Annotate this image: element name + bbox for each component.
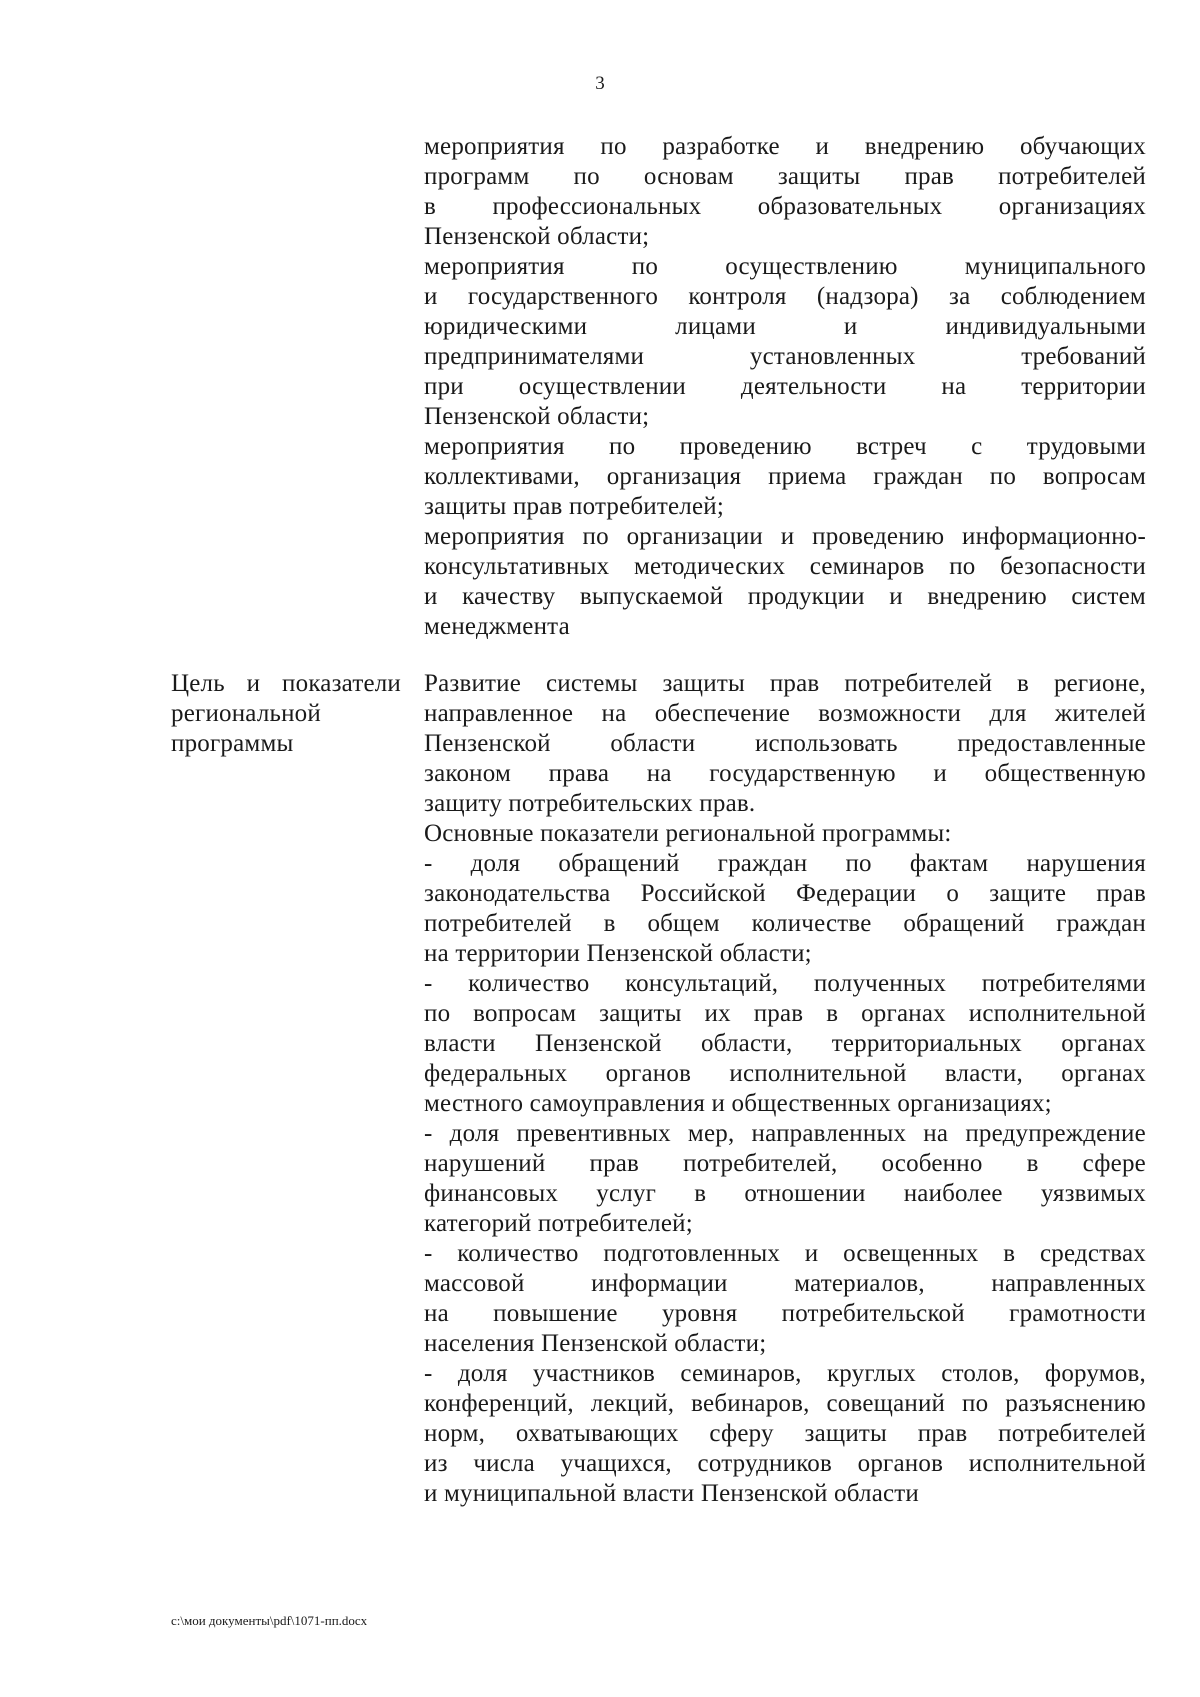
text-line: Пензенской области; xyxy=(424,403,650,430)
text-line: местного самоуправления и общественных организациях; xyxy=(424,1090,1052,1117)
text-line: - количество консультаций, полученных потребителями xyxy=(424,970,1146,997)
paragraph xyxy=(424,132,1146,252)
text-line: Основные показатели региональной программы: xyxy=(424,820,952,847)
text-line: мероприятия по организации и проведению информационно- xyxy=(424,523,1146,550)
text-line: конференций, лекций, вебинаров, совещаний по разъяснению xyxy=(424,1390,1146,1417)
paragraph xyxy=(424,849,1146,969)
text-line: норм, охватывающих сферу защиты прав потребителей xyxy=(424,1420,1146,1447)
paragraph xyxy=(424,432,1146,522)
paragraph xyxy=(424,819,1146,849)
text-line: и качеству выпускаемой продукции и внедрению систем xyxy=(424,583,1146,610)
text-line: Пензенской области; xyxy=(424,223,650,250)
footer-file-path: c:\мои документы\pdf\1071-пп.docx xyxy=(171,1613,368,1628)
text-line: мероприятия по разработке и внедрению обучающих xyxy=(424,133,1146,160)
text-line: Пензенской области использовать предоставленные xyxy=(424,730,1146,757)
paragraph xyxy=(424,522,1146,642)
goal-content xyxy=(424,669,1146,1509)
paragraph xyxy=(424,252,1146,432)
text-line: мероприятия по проведению встреч с трудовыми xyxy=(424,433,1146,460)
text-line: направленное на обеспечение возможности для жителей xyxy=(424,700,1146,727)
goal-label xyxy=(171,669,401,759)
paragraph xyxy=(424,669,1146,819)
activities-content xyxy=(424,132,1146,642)
text-line: категорий потребителей; xyxy=(424,1210,693,1237)
paragraph xyxy=(424,1359,1146,1509)
text-line: в профессиональных образовательных организациях xyxy=(424,193,1146,220)
text-line: законом права на государственную и общественную xyxy=(424,760,1146,787)
text-line: юридическими лицами и индивидуальными xyxy=(424,313,1146,340)
text-line: программ по основам защиты прав потребителей xyxy=(424,163,1146,190)
text-line: по вопросам защиты их прав в органах исполнительной xyxy=(424,1000,1146,1027)
text-line: и муниципальной власти Пензенской области xyxy=(424,1480,919,1507)
text-line: менеджмента xyxy=(424,613,570,640)
text-line: потребителей в общем количестве обращений граждан xyxy=(424,910,1146,937)
page-number: 3 xyxy=(595,73,605,94)
text-line: нарушений прав потребителей, особенно в сфере xyxy=(424,1150,1146,1177)
text-line: и государственного контроля (надзора) за соблюдением xyxy=(424,283,1146,310)
text-line: федеральных органов исполнительной власти, органах xyxy=(424,1060,1146,1087)
paragraph xyxy=(424,1119,1146,1239)
text-line: на повышение уровня потребительской грамотности xyxy=(424,1300,1146,1327)
text-line: - доля участников семинаров, круглых столов, форумов, xyxy=(424,1360,1146,1387)
text-line: консультативных методических семинаров по безопасности xyxy=(424,553,1146,580)
text-line: - доля обращений граждан по фактам нарушения xyxy=(424,850,1146,877)
text-line: населения Пензенской области; xyxy=(424,1330,767,1357)
text-line: массовой информации материалов, направленных xyxy=(424,1270,1146,1297)
text-line: при осуществлении деятельности на территории xyxy=(424,373,1146,400)
text-line: мероприятия по осуществлению муниципального xyxy=(424,253,1146,280)
text-line: власти Пензенской области, территориальных органах xyxy=(424,1030,1146,1057)
text-line: - количество подготовленных и освещенных в средствах xyxy=(424,1240,1146,1267)
goal-label-line: региональной xyxy=(171,700,321,727)
text-line: - доля превентивных мер, направленных на предупреждение xyxy=(424,1120,1146,1147)
text-line: Развитие системы защиты прав потребителей в регионе, xyxy=(424,670,1146,697)
text-line: предпринимателями установленных требований xyxy=(424,343,1146,370)
paragraph xyxy=(424,969,1146,1119)
text-line: защиту потребительских прав. xyxy=(424,790,756,817)
text-line: из числа учащихся, сотрудников органов исполнительной xyxy=(424,1450,1146,1477)
text-line: на территории Пензенской области; xyxy=(424,940,812,967)
text-line: защиты прав потребителей; xyxy=(424,493,724,520)
text-line: коллективами, организация приема граждан по вопросам xyxy=(424,463,1146,490)
text-line: финансовых услуг в отношении наиболее уязвимых xyxy=(424,1180,1146,1207)
goal-label-line: Цель и показатели xyxy=(171,670,401,697)
paragraph xyxy=(424,1239,1146,1359)
text-line: законодательства Российской Федерации о защите прав xyxy=(424,880,1146,907)
goal-label-line: программы xyxy=(171,730,294,757)
